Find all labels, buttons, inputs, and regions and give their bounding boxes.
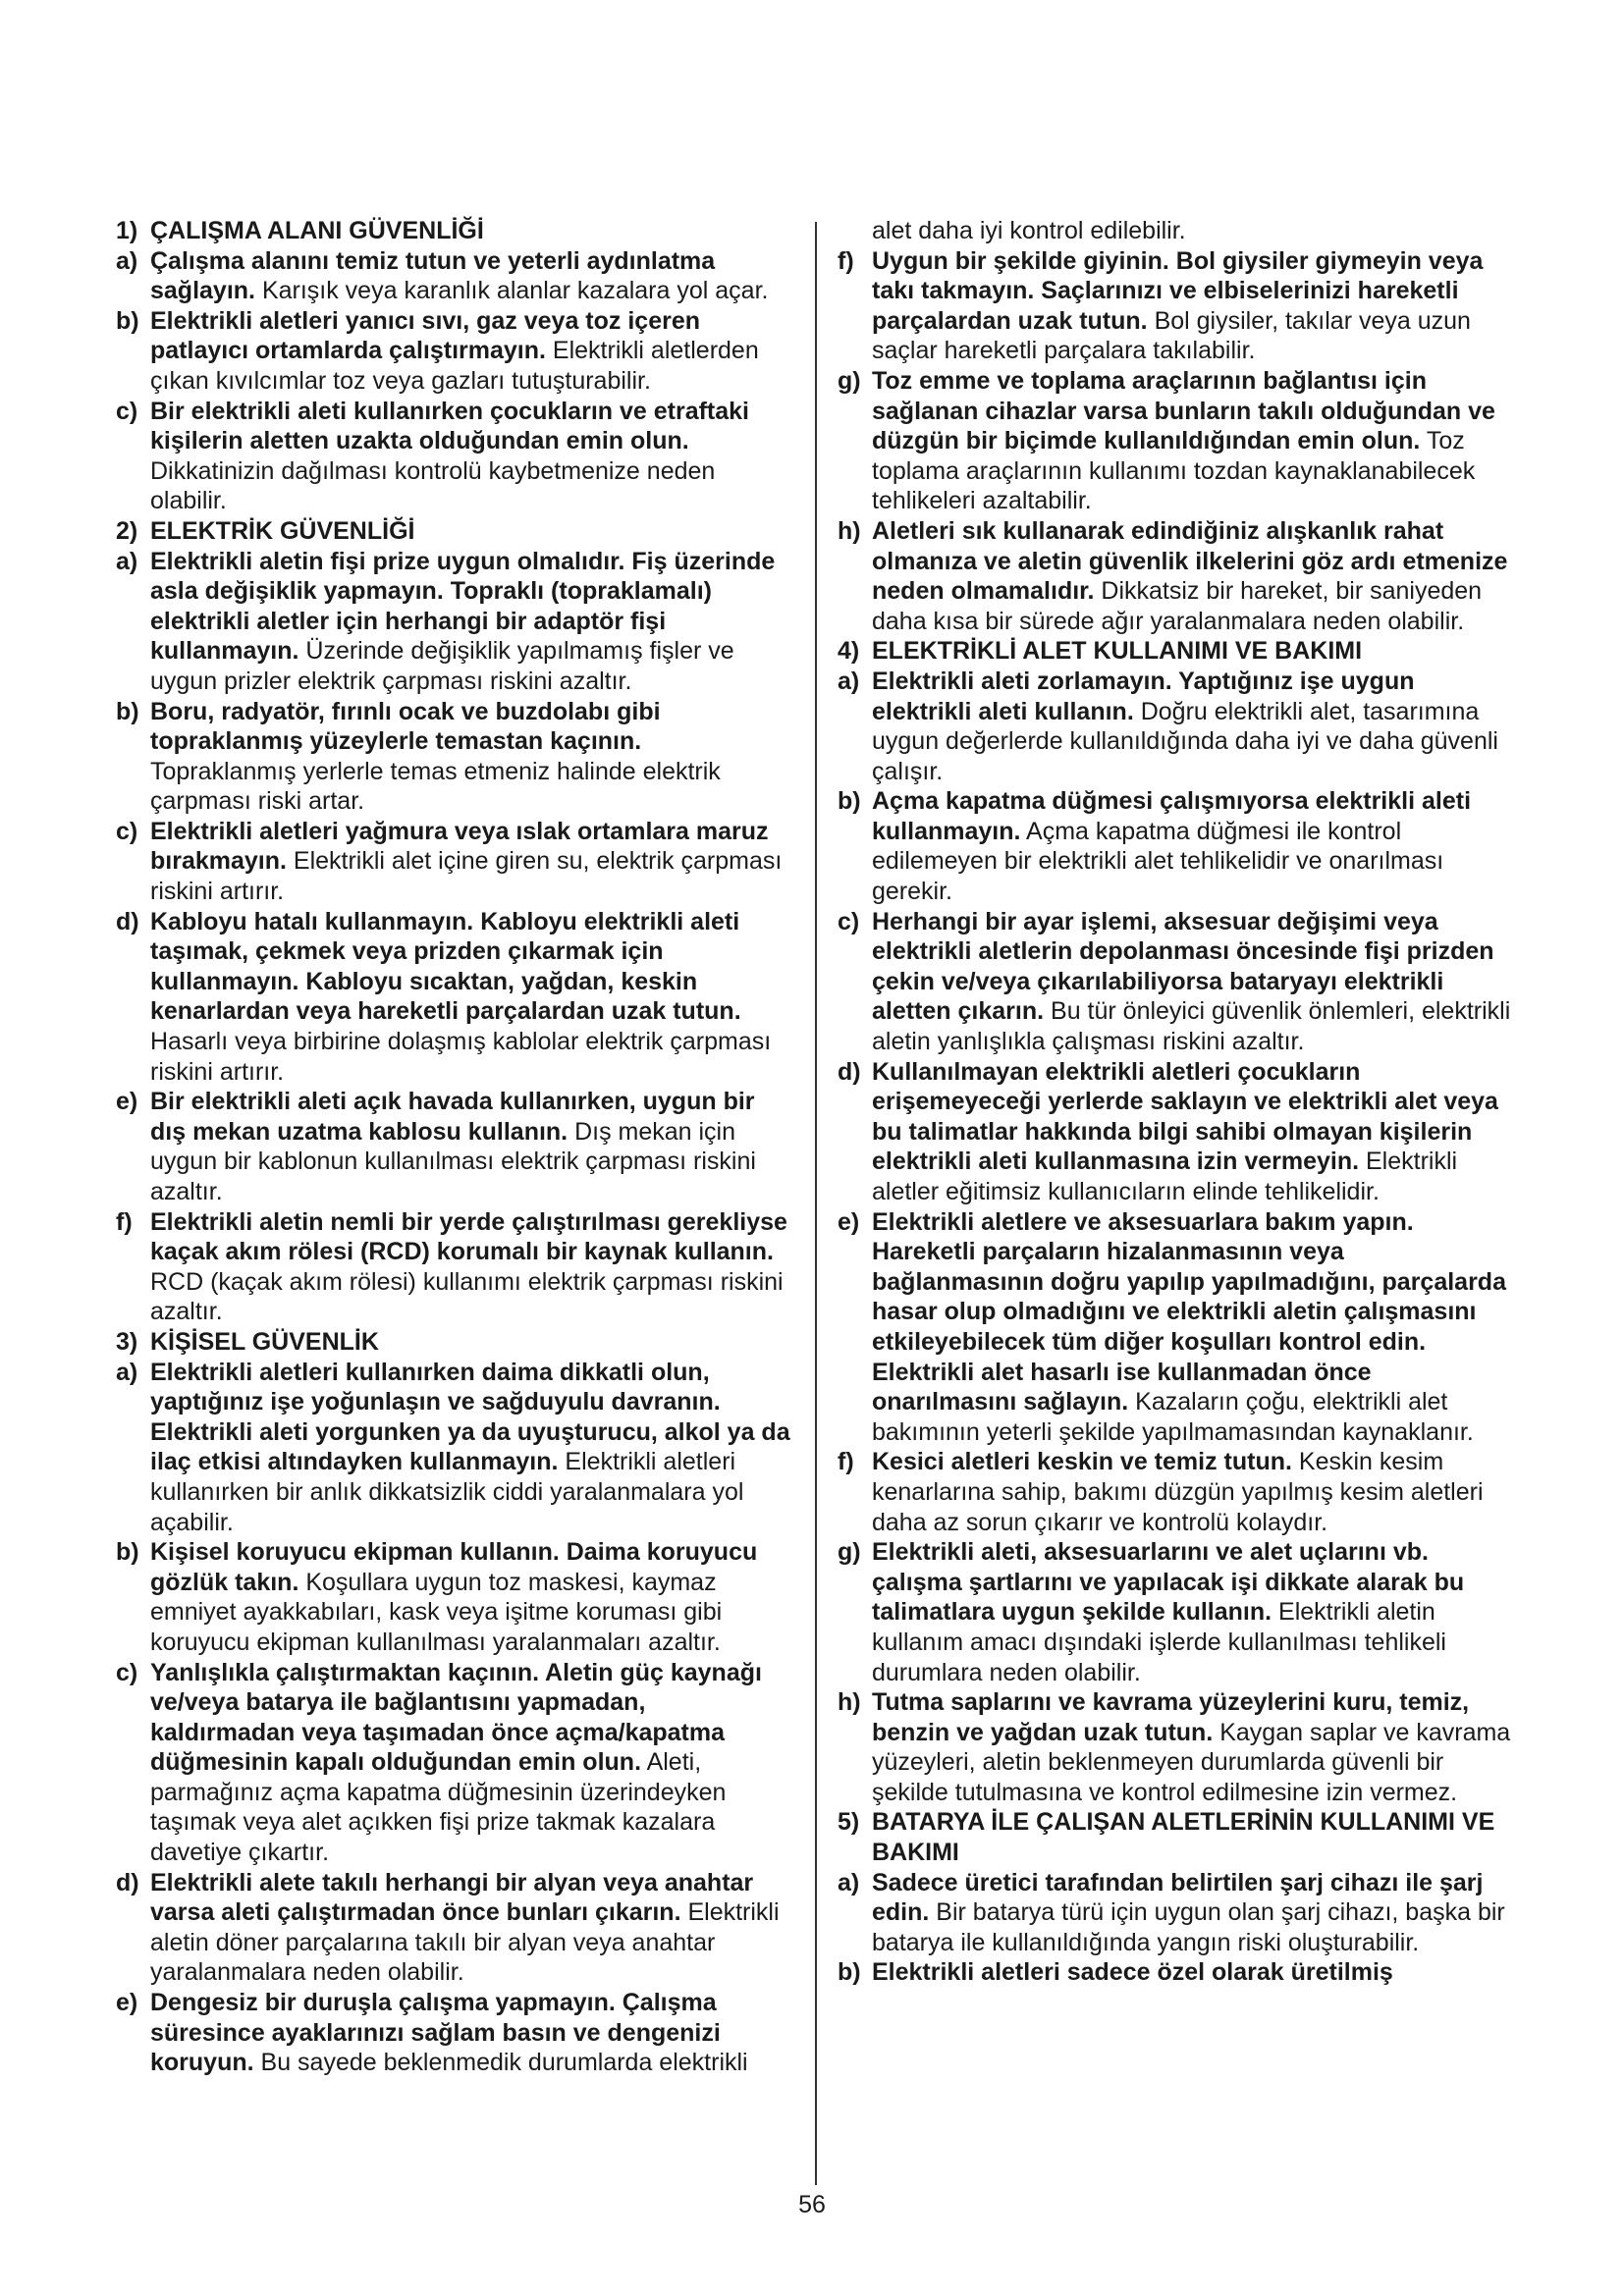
instruction-item (116, 246, 793, 306)
instruction-bold: Herhangi bir ayar işlemi, aksesuar değişimi veya elektrikli aletlerin depolanması öncesinde fişi prizden çekin ve/veya çıkarılabiliyorsa bataryayı elektrikli aletten çıkarın. (872, 907, 1494, 1026)
item-letter: c) (838, 907, 860, 935)
section-heading (116, 1327, 793, 1358)
instruction-bold: Kesici aletleri keskin ve temiz tutun. (872, 1448, 1292, 1476)
instruction-bold: Aletleri sık kullanarak edindiğiniz alışkanlık rahat olmanıza ve aletin güvenlik ilkelerini göz ardı etmenize neden olmamalıdır. (872, 516, 1508, 606)
instruction-item (116, 1868, 793, 1988)
item-letter: g) (838, 366, 861, 395)
instruction-item (116, 1087, 793, 1206)
item-letter: g) (838, 1538, 861, 1567)
continued-text: alet daha iyi kontrol edilebilir. (872, 217, 1186, 244)
item-letter: d) (838, 1057, 861, 1086)
section-heading (838, 1807, 1515, 1867)
instruction-item (838, 907, 1515, 1057)
section-title: ELEKTRİK GÜVENLİĞİ (150, 516, 415, 545)
instruction-item (116, 397, 793, 516)
item-letter: c) (116, 817, 138, 845)
item-letter: b) (838, 1958, 861, 1987)
section-heading (116, 516, 793, 547)
instruction-item (838, 1447, 1515, 1537)
instruction-text: Kaygan saplar ve kavrama yüzeyleri, aletin beklenmeyen durumlarda güvenli bir şekilde tutulmasına ve kontrol edilmesine izin vermez. (872, 1718, 1511, 1806)
instruction-item (116, 1988, 793, 2078)
instruction-bold: Çalışma alanını temiz tutun ve yeterli aydınlatma sağlayın. (150, 246, 716, 305)
instruction-text: Topraklanmış yerlerle temas etmeniz halinde elektrik çarpması riski artar. (150, 757, 721, 816)
left-column (116, 216, 793, 2078)
section-title: ÇALIŞMA ALANI GÜVENLİĞİ (150, 217, 484, 244)
instruction-text: Açma kapatma düğmesi ile kontrol edilemeyen bir elektrikli alet tehlikelidir ve onarılması gerekir. (872, 817, 1444, 906)
right-column (838, 216, 1515, 1988)
item-letter: a) (838, 1868, 860, 1896)
item-letter: c) (116, 1658, 138, 1686)
instruction-item (838, 1057, 1515, 1207)
instruction-item (116, 1207, 793, 1327)
instruction-bold: Bir elektrikli aleti açık havada kullanırken, uygun bir dış mekan uzatma kablosu kullanın. (150, 1088, 755, 1146)
item-letter: b) (116, 697, 139, 725)
instruction-item (838, 786, 1515, 906)
instruction-bold: Elektrikli aletleri yanıcı sıvı, gaz veya toz içeren patlayıcı ortamlarda çalıştırmayın. (150, 306, 701, 365)
instruction-text: Dikkatinizin dağılması kontrolü kaybetmenize neden olabilir. (150, 456, 716, 515)
instruction-text: Bir batarya türü için uygun olan şarj cihazı, başka bir batarya ile kullanıldığında yangın riski oluşturabilir. (872, 1898, 1505, 1956)
instruction-text: Elektrikli aletin kullanım amacı dışındaki işlerde kullanılması tehlikeli durumlara neden olabilir. (872, 1598, 1446, 1686)
item-letter: c) (116, 397, 138, 425)
instruction-item (116, 1658, 793, 1868)
instruction-text: Dikkatsiz bir hareket, bir saniyeden daha kısa bir sürede ağır yaralanmalara neden olabilir. (872, 577, 1483, 635)
item-letter: e) (116, 1989, 138, 2017)
instruction-bold: Tutma saplarını ve kavrama yüzeylerini kuru, temiz, benzin ve yağdan uzak tutun. (872, 1688, 1470, 1746)
instruction-item (838, 246, 1515, 366)
instruction-bold: Kabloyu hatalı kullanmayın. Kabloyu elektrikli aleti taşımak, çekmek veya prizden çıkarmak için kullanmayın. Kabloyu sıcaktan, yağdan, keskin kenarlardan veya hareketli parçalardan uzak tutun. (150, 907, 741, 1026)
section-heading (838, 636, 1515, 667)
instruction-bold: Elektrikli aleti zorlamayın. Yaptığınız işe uygun elektrikli aleti kullanın. (872, 667, 1415, 725)
instruction-item (838, 516, 1515, 636)
instruction-text: Elektrikli alet içine giren su, elektrik çarpması riskini artırır. (150, 847, 783, 906)
instruction-text: Aleti, parmağınız açma kapatma düğmesinin üzerindeyken taşımak veya alet açıkken fişi prize takmak kazalara davetiye çıkartır. (150, 1748, 727, 1867)
item-letter: h) (838, 516, 861, 545)
instruction-text: Kazaların çoğu, elektrikli alet bakımının yeterli şekilde yapılmamasından kaynaklanır. (872, 1388, 1474, 1446)
section-number: 3) (116, 1327, 138, 1356)
instruction-text: Elektrikli aletleri kullanırken bir anlık dikkatsizlik ciddi yaralanmalara yol açabilir. (150, 1448, 744, 1536)
item-letter: f) (838, 1448, 854, 1476)
section-title: ELEKTRİKLİ ALET KULLANIMI VE BAKIMI (872, 637, 1363, 666)
item-letter: d) (116, 1868, 139, 1896)
instruction-bold: Açma kapatma düğmesi çalışmıyorsa elektrikli aleti kullanmayın. (872, 787, 1472, 845)
item-letter: b) (838, 787, 861, 816)
instruction-bold: Elektrikli aletin fişi prize uygun olmalıdır. Fiş üzerinde asla değişiklik yapmayın. Topraklı (topraklamalı) elektrikli aletler için herhangi bir adaptör fişi kullanmayın. (150, 547, 776, 666)
instruction-bold: Boru, radyatör, fırınlı ocak ve buzdolabı gibi topraklanmış yüzeylerle temastan kaçının. (150, 697, 661, 756)
instruction-item (116, 547, 793, 697)
section-number: 5) (838, 1808, 860, 1837)
instruction-text: Doğru elektrikli alet, tasarımına uygun değerlerde kullanıldığında daha iyi ve daha güvenli çalışır. (872, 697, 1498, 785)
instruction-bold: Elektrikli aletleri kullanırken daima dikkatli olun, yaptığınız işe yoğunlaşın ve sağduyulu davranın. Elektrikli aleti yorgunken ya da uyuşturucu, alkol ya da ilaç etkisi altındayken kullanmayın. (150, 1358, 790, 1476)
item-letter: e) (116, 1088, 138, 1116)
instruction-text: Bu sayede beklenmedik durumlarda elektrikli (253, 2049, 748, 2077)
instruction-item (116, 1537, 793, 1657)
item-letter: f) (838, 246, 854, 275)
section-heading (116, 216, 793, 246)
instruction-text: Elektrikli aletlerden çıkan kıvılcımlar toz veya gazları tutuşturabilir. (150, 337, 759, 395)
instruction-text: Elektrikli aletin döner parçalarına takılı bir alyan veya anahtar yaralanmalara neden olabilir. (150, 1898, 780, 1987)
instruction-bold: Elektrikli aletlere ve aksesuarlara bakım yapın. Hareketli parçaların hizalanmasının veya bağlanmasının doğru yapılıp yapılmadığını, parçalarda hasar olup olmadığını ve elektrikli aletin çalışmasını etkileyebilecek tüm diğer koşulları kontrol edin. Elektrikli alet hasarlı ise kullanmadan önce onarılmasını sağlayın. (872, 1207, 1506, 1416)
instruction-text: Koşullara uygun toz maskesi, kaymaz emniyet ayakkabıları, kask veya işitme koruması gibi koruyucu ekipman kullanılması yaralanmaları azaltır. (150, 1568, 723, 1656)
instruction-item (838, 1687, 1515, 1807)
section-title: BATARYA İLE ÇALIŞAN ALETLERİNİN KULLANIMI VE BAKIMI (872, 1808, 1495, 1867)
instruction-bold: Elektrikli aletin nemli bir yerde çalıştırılması gerekliyse kaçak akım rölesi (RCD) korumalı bir kaynak kullanın. (150, 1207, 787, 1266)
instruction-text: RCD (kaçak akım rölesi) kullanımı elektrik çarpması riskini azaltır. (150, 1267, 784, 1326)
instruction-text: Üzerinde değişiklik yapılmamış fişler ve uygun prizler elektrik çarpması riskini azaltır. (150, 637, 734, 695)
instruction-bold: Toz emme ve toplama araçlarının bağlantısı için sağlanan cihazlar varsa bunların takılı olduğundan ve düzgün bir biçimde kullanıldığından emin olun. (872, 366, 1495, 455)
column-divider (815, 222, 817, 2185)
section-title: KİŞİSEL GÜVENLİK (150, 1327, 379, 1356)
item-letter: h) (838, 1688, 861, 1717)
item-letter: a) (116, 547, 138, 575)
instruction-text: Keskin kesim kenarlarına sahip, bakımı düzgün yapılmış kesim aletleri daha az sorun çıkarır ve kontrolü kolaydır. (872, 1448, 1484, 1536)
instruction-text: Karışık veya karanlık alanlar kazalara yol açar. (255, 277, 769, 305)
instruction-item (838, 667, 1515, 786)
item-letter: d) (116, 907, 139, 935)
instruction-text: Hasarlı veya birbirine dolaşmış kablolar elektrik çarpması riskini artırır. (150, 1028, 772, 1086)
page-number: 56 (798, 2191, 826, 2218)
section-number: 1) (116, 217, 138, 244)
section-number: 4) (838, 637, 860, 666)
instruction-bold: Elektrikli aletleri sadece özel olarak üretilmiş (872, 1958, 1393, 1987)
item-letter: f) (116, 1207, 133, 1236)
instruction-item (116, 817, 793, 907)
instruction-item (116, 1358, 793, 1538)
instruction-bold: Bir elektrikli aleti kullanırken çocukların ve etraftaki kişilerin aletten uzakta olduğundan emin olun. (150, 397, 749, 455)
item-letter: a) (838, 667, 860, 695)
instruction-item (838, 1537, 1515, 1687)
instruction-item (116, 306, 793, 397)
instruction-item (116, 697, 793, 817)
instruction-item (838, 1957, 1515, 1988)
instruction-item (838, 1207, 1515, 1448)
instruction-bold: Kişisel koruyucu ekipman kullanın. Daima koruyucu gözlük takın. (150, 1538, 758, 1596)
instruction-text: Elektrikli aletler eğitimsiz kullanıcıların elinde tehlikelidir. (872, 1148, 1458, 1205)
instruction-item (838, 366, 1515, 516)
instruction-bold: Kullanılmayan elektrikli aletleri çocukların erişemeyeceği yerlerde saklayın ve elektrikli alet veya bu talimatlar hakkında bilgi sahibi olmayan kişilerin elektrikli aleti kullanmasına izin vermeyin. (872, 1057, 1498, 1176)
item-letter: e) (838, 1207, 860, 1236)
item-letter: b) (116, 306, 139, 335)
instruction-item (838, 1868, 1515, 1958)
instruction-text: Bol giysiler, takılar veya uzun saçlar hareketli parçalara takılabilir. (872, 306, 1471, 365)
instruction-bold: Elektrikli alete takılı herhangi bir alyan veya anahtar varsa aleti çalıştırmadan önce bunları çıkarın. (150, 1868, 754, 1927)
instruction-text: Dış mekan için uygun bir kablonun kullanılması elektrik çarpması riskini azaltır. (150, 1117, 756, 1205)
instruction-bold: Uygun bir şekilde giyinin. Bol giysiler giymeyin veya takı takmayın. Saçlarınızı ve elbiselerinizi hareketli parçalardan uzak tutun. (872, 246, 1484, 335)
instruction-bold: Elektrikli aleti, aksesuarlarını ve alet uçlarını vb. çalışma şartlarını ve yapılacak işi dikkate alarak bu talimatlara uygun şekilde kullanın. (872, 1538, 1465, 1627)
instruction-bold: Dengesiz bir duruşla çalışma yapmayın. Çalışma süresince ayaklarınızı sağlam basın ve dengenizi koruyun. (150, 1989, 721, 2077)
instruction-bold: Sadece üretici tarafından belirtilen şarj cihazı ile şarj edin. (872, 1868, 1484, 1927)
instruction-bold: Elektrikli aletleri yağmura veya ıslak ortamlara maruz bırakmayın. (150, 817, 769, 876)
item-letter: a) (116, 246, 138, 275)
item-letter: a) (116, 1358, 138, 1386)
section-number: 2) (116, 516, 138, 545)
instruction-text: Bu tür önleyici güvenlik önlemleri, elektrikli aletin yanlışlıkla çalışması riskini azaltır. (872, 997, 1511, 1056)
instruction-item (116, 907, 793, 1088)
instruction-text: Toz toplama araçlarının kullanımı tozdan kaynaklanabilecek tehlikeleri azaltabilir. (872, 427, 1476, 515)
item-letter: b) (116, 1538, 139, 1567)
instruction-bold: Yanlışlıkla çalıştırmaktan kaçının. Aletin güç kaynağı ve/veya batarya ile bağlantısını yapmadan, kaldırmadan veya taşımadan önce açma/kapatma düğmesinin kapalı olduğundan emin olun. (150, 1658, 762, 1777)
